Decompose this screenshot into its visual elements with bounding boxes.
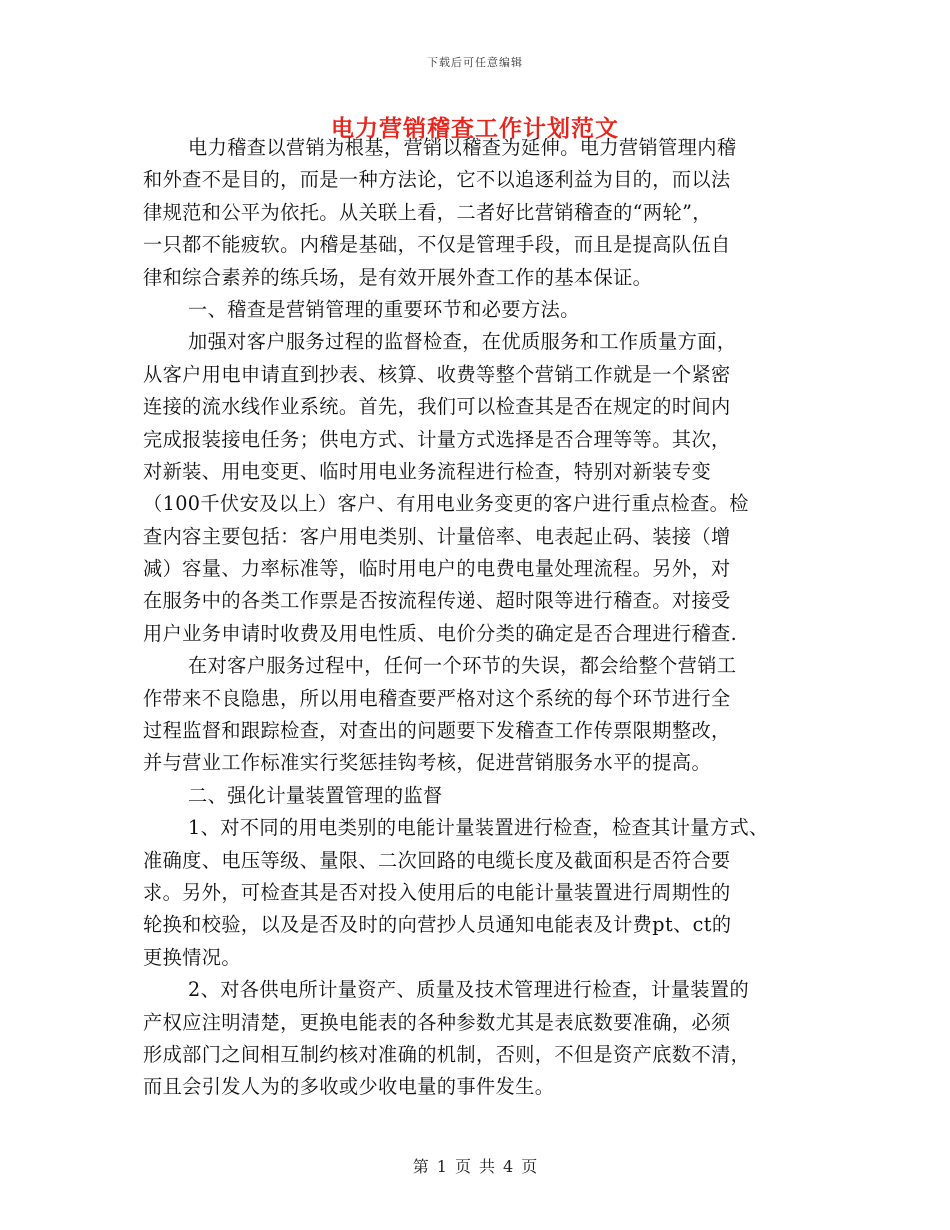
body-text-line: 求。另外，可检查其是否对投入使用后的电能计量装置进行周期性的 [143, 880, 731, 904]
body-text-line: 形成部门之间相互制约核对准确的机制，否则，不但是资产底数不清， [143, 1042, 751, 1066]
body-text-line: （100千伏安及以上）客户、有用电业务变更的客户进行重点检查。检 [143, 492, 749, 516]
body-text-line: 查内容主要包括：客户用电类别、计量倍率、电表起止码、装接（增 [143, 524, 731, 548]
header-note: 下载后可任意编辑 [427, 56, 523, 69]
body-text-line: 在服务中的各类工作票是否按流程传递、超时限等进行稽查。对接受 [143, 589, 731, 613]
body-text-line: 过程监督和跟踪检查，对查出的问题要下发稽查工作传票限期整改， [143, 719, 731, 743]
body-text-line: 连接的流水线作业系统。首先，我们可以检查其是否在规定的时间内 [143, 395, 731, 419]
body-text-line: 并与营业工作标准实行奖惩挂钩考核，促进营销服务水平的提高。 [143, 751, 712, 775]
body-text-line: 轮换和校验，以及是否及时的向营抄人员通知电能表及计费pt、ct的 [143, 913, 732, 937]
body-text-line: 律规范和公平为依托。从关联上看，二者好比营销稽查的“两轮”， [143, 200, 712, 224]
body-text-line: 准确度、电压等级、量限、二次回路的电缆长度及截面积是否符合要 [143, 848, 731, 872]
body-text-line: 而且会引发人为的多收或少收电量的事件发生。 [143, 1075, 555, 1099]
body-text-line: 1、对不同的用电类别的电能计量装置进行检查，检查其计量方式、 [188, 816, 769, 840]
body-text-line: 用户业务申请时收费及用电性质、电价分类的确定是否合理进行稽查. [143, 621, 738, 645]
body-text-line: 产权应注明清楚，更换电能表的各种参数尤其是表底数要准确，必须 [143, 1010, 731, 1034]
footer-total-unit: 页 [521, 1157, 538, 1176]
body-text-line: 从客户用电申请直到抄表、核算、收费等整个营销工作就是一个紧密 [143, 362, 731, 386]
body-text-line: 二、强化计量装置管理的监督 [188, 783, 443, 807]
footer-page-number: 1 [436, 1157, 447, 1176]
footer-page-unit: 页 [454, 1157, 471, 1176]
body-text-line: 对新装、用电变更、临时用电业务流程进行检查，特别对新装专变 [143, 459, 712, 483]
body-text-line: 在对客户服务过程中，任何一个环节的失误，都会给整个营销工 [188, 654, 737, 678]
footer-total-label: 共 [479, 1157, 496, 1176]
body-text-line: 加强对客户服务过程的监督检查，在优质服务和工作质量方面， [188, 330, 737, 354]
body-text-line: 电力稽查以营销为根基，营销以稽查为延伸。电力营销管理内稽 [188, 136, 737, 159]
page-footer [0, 1154, 950, 1177]
body-text-line: 一只都不能疲软。内稽是基础，不仅是管理手段，而且是提高队伍自 [143, 233, 731, 257]
body-text-line: 2、对各供电所计量资产、质量及技术管理进行检查，计量装置的 [188, 978, 750, 1002]
footer-total-pages: 4 [503, 1157, 514, 1176]
body-text-line: 和外查不是目的，而是一种方法论，它不以追逐利益为目的，而以法 [143, 168, 731, 192]
body-text-line: 律和综合素养的练兵场，是有效开展外查工作的基本保证。 [143, 265, 653, 289]
body-text-line: 作带来不良隐患，所以用电稽查要严格对这个系统的每个环节进行全 [143, 686, 731, 710]
body-text-line: 更换情况。 [143, 945, 241, 969]
document-body [143, 132, 808, 1104]
document-title: 电力营销稽查工作计划范文 [331, 115, 619, 142]
body-text-line: 减）容量、力率标准等，临时用电户的电费电量处理流程。另外，对 [143, 557, 731, 581]
footer-page-label: 第 [412, 1157, 429, 1176]
body-text-line: 完成报装接电任务；供电方式、计量方式选择是否合理等等。其次， [143, 427, 731, 451]
body-text-line: 一、稽查是营销管理的重要环节和必要方法。 [188, 297, 580, 321]
